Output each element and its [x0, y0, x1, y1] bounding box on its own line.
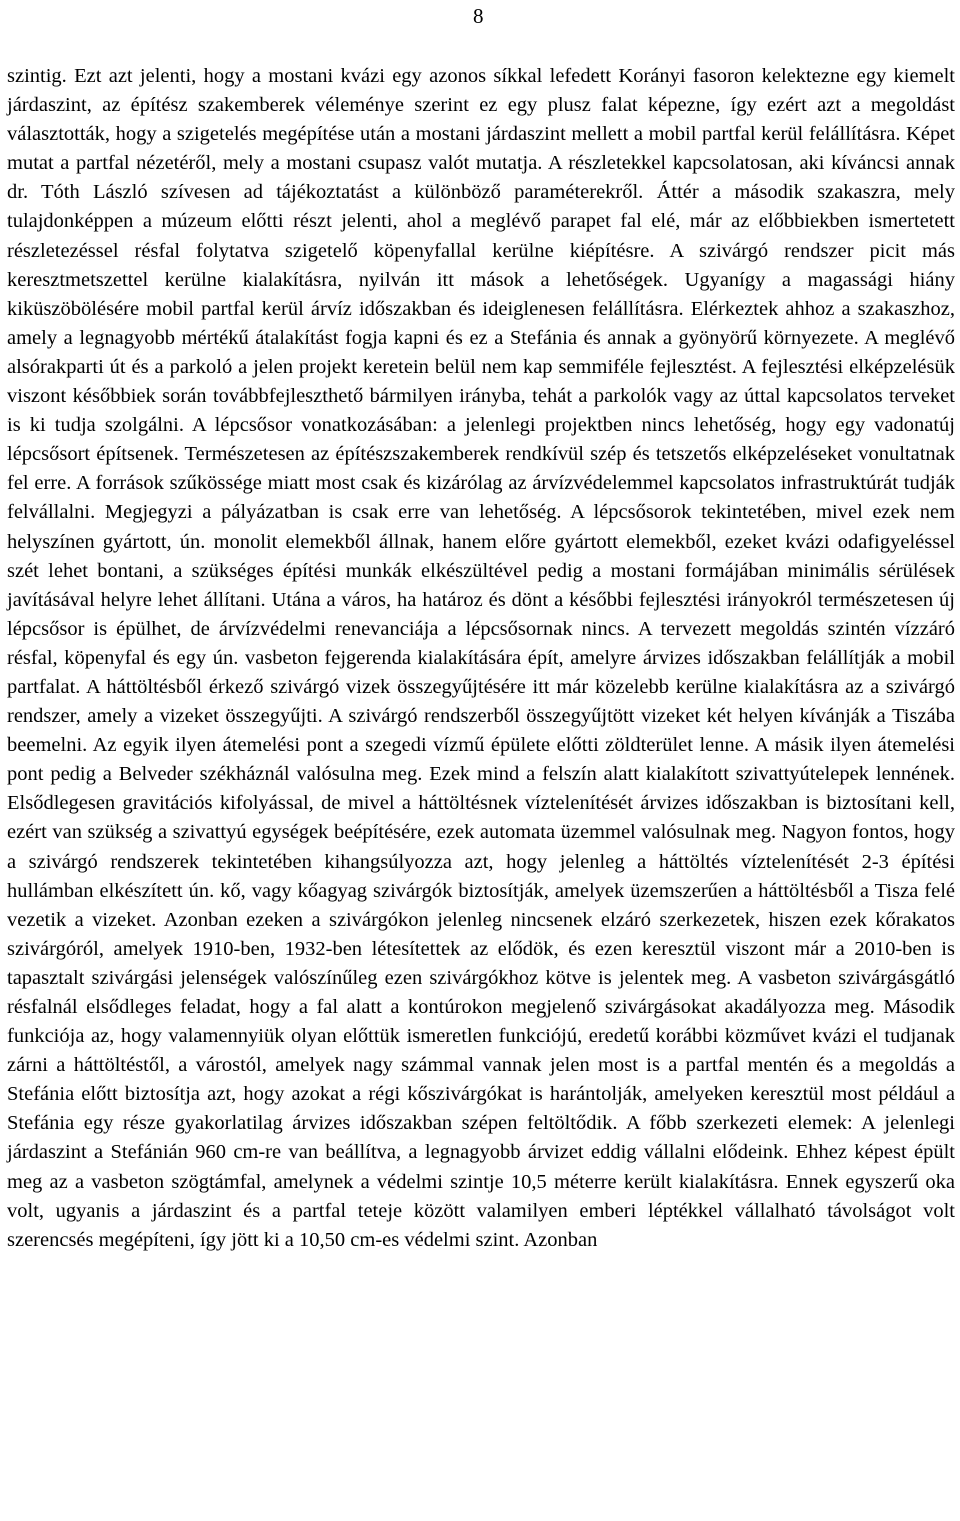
- body-paragraph: szintig. Ezt azt jelenti, hogy a mostani kvázi egy azonos síkkal lefedett Korányi fasoron kelektezne egy kiemelt járdaszint, az építész szakemberek véleménye szerint ez egy plusz falat képezne, így ezért azt a megoldást választották, hogy a szigetelés megépítése után a mostani járdaszint mellett a mobil partfal kerül felállításra. Képet mutat a partfal nézetéről, mely a mostani csupasz valót mutatja. A részletekkel kapcsolatosan, aki kíváncsi annak dr. Tóth László szívesen ad tájékoztatást a különböző paraméterekről. Áttér a második szakaszra, mely tulajdonképpen a múzeum előtti részt jelenti, ahol a meglévő parapet fal elé, már az előbbiekben ismertetett részletezéssel résfal folytatva szigetelő köpenyfallal kerülne kiépítésre. A szivárgó rendszer picit más keresztmetszettel kerülne kialakításra, nyilván itt mások a lehetőségek. Ugyanígy a magassági hiány kiküszöbölésére mobil partfal kerül árvíz időszakban és ideiglenesen felállításra. Elérkeztek ahhoz a szakaszhoz, amely a legnagyobb mértékű átalakítást fogja kapni és ez a Stefánia és annak a gyönyörű környezete. A meglévő alsórakparti út és a parkoló a jelen projekt keretein belül nem kap semmiféle fejlesztést. A fejlesztési elképzelésük viszont későbbiek során továbbfejleszthető bármilyen irányba, tehát a parkolók vagy az úttal kapcsolatos terveket is ki tudja szolgálni. A lépcsősor vonatkozásában: a jelenlegi projektben nincs lehetőség, hogy egy vadonatúj lépcsősort építsenek. Természetesen az építészszakemberek rendkívül szép és tetszetős elképzeléseket vonultatnak fel erre. A források szűkössége miatt most csak és kizárólag az árvízvédelemmel kapcsolatos infrastruktúrát tudják felvállalni. Megjegyzi a pályázatban is csak erre van lehetőség. A lépcsősorok tekintetében, mivel ezek nem helyszínen gyártott, ún. monolit elemekből állnak, hanem előre gyártott elemekből, ezeket kvázi odafigyeléssel szét lehet bontani, a szükséges építési munkák elkészültével pedig a mostani formájában minimális sérülések javításával helyre lehet állítani. Utána a város, ha határoz és dönt a későbbi fejlesztési irányokról természetesen új lépcsősor is épülhet, de árvízvédelmi renevanciája a lépcsősornak nincs. A tervezett megoldás szintén vízzáró résfal, köpenyfal és egy ún. vasbeton fejgerenda kialakítására épít, amelyre árvizes időszakban felállítják a mobil partfalat. A háttöltésből érkező szivárgó vizek összegyűjtésére itt már közelebb kerülne kialakításra az a szivárgó rendszer, amely a vizeket összegyűjti. A szivárgó rendszerből összegyűjtött vizeket két helyen kívánják a Tiszába beemelni. Az egyik ilyen átemelési pont a szegedi vízmű épülete előtti zöldterület lenne. A másik ilyen átemelési pont pedig a Belveder székháznál valósulna meg. Ezek mind a felszín alatt kialakított szivattyútelepek lennének. Elsődlegesen gravitációs kifolyással, de mivel a háttöltésnek víztelenítését árvizes időszakban is biztosítani kell, ezért van szükség a szivattyú egységek beépítésére, ezek automata üzemmel valósulnak meg. Nagyon fontos, hogy a szivárgó rendszerek tekintetében kihangsúlyozza azt, hogy jelenleg a háttöltés víztelenítését 2-3 építési hullámban elkészített ún. kő, vagy kőagyag szivárgók biztosítják, amelyek üzemszerűen a háttöltésből a Tisza felé vezetik a vizeket. Azonban ezeken a szivárgókon jelenleg nincsenek elzáró szerkezetek, hiszen ezek kőrakatos szivárgóról, amelyek 1910-ben, 1932-ben létesítettek az elődök, és ezen keresztül viszont már a 2010-ben is tapasztalt szivárgási jelenségek valószínűleg ezen szivárgókhoz kötve is jelentek meg. A vasbeton szivárgásgátló résfalnál elsődleges feladat, hogy a fal alatt a kontúrokon megjelenő szivárgásokat akadályozza meg. Második funkciója az, hogy valamennyiük olyan előttük ismeretlen funkciójú, eredetű korábbi közművet kvázi el tudjanak zárni a háttöltéstől, a várostól, amelyek nagy számmal vannak jelen most is a partfal mentén és a megoldás a Stefánia előtt biztosítja azt, hogy azokat a régi kőszivárgókat is harántolják, amelyeken keresztül most például a Stefánia egy része gyakorlatilag árvizes időszakban szépen feltöltődik. A főbb szerkezeti elemek: A jelenlegi járdaszint a Stefánián 960 cm-re van beállítva, a legnagyobb árvizet eddig vállalni elődeink. Ehhez képest épült meg az a vasbeton szögtámfal, amelynek a védelmi szintje 10,5 méterre került kialakításra. Ennek egyszerű oka volt, ugyanis a járdaszint és a partfal teteje között valamilyen emberi léptékkel vállalható távolságot volt szerencsés megépíteni, így jött ki a 10,50 cm-es védelmi szint. Azonban: [7, 65, 955, 1251]
- page-number: 8: [473, 4, 484, 28]
